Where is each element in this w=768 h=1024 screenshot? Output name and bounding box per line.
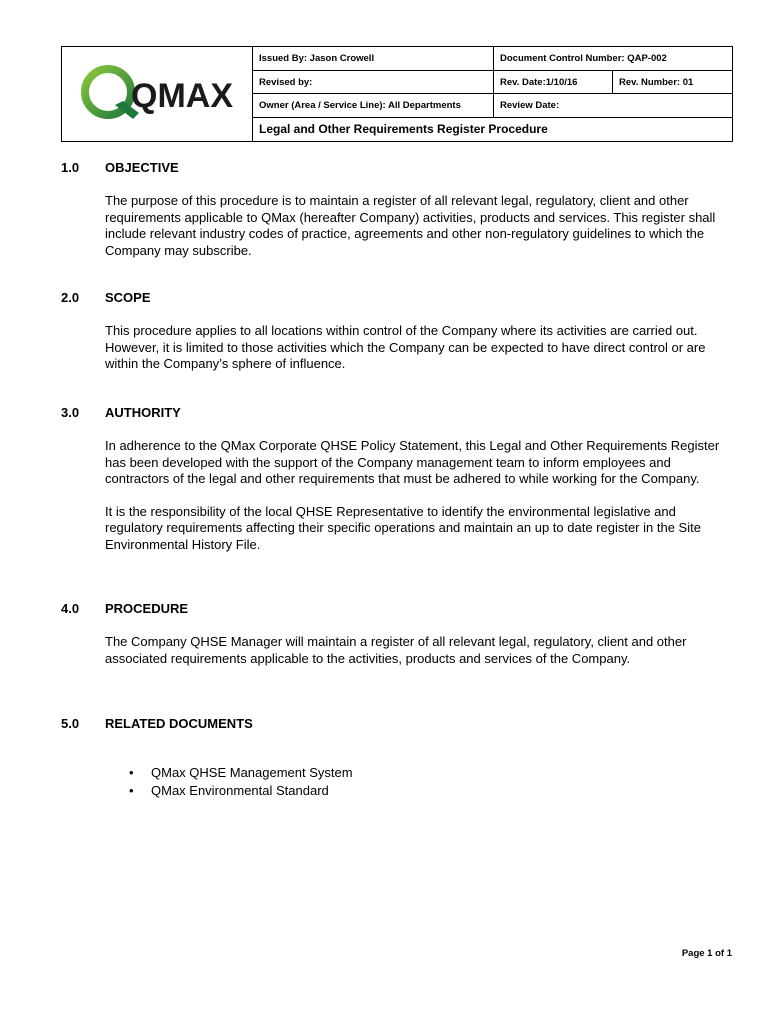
bullet-icon: • [129,782,134,798]
review-date: Review Date: [494,94,733,117]
section-scope [61,290,741,389]
bullet-icon: • [129,765,134,780]
list-item [105,764,741,782]
section-number: 3.0 [61,405,80,420]
section-authority [61,405,741,569]
section-paragraph: The Company QHSE Manager will maintain a register of all relevant legal, regulatory, client and other associated requirements applicable to the activities, products and services of the Company. [105,634,687,666]
list-item [105,782,741,800]
section-heading [61,601,741,616]
section-title: SCOPE [105,290,151,305]
list-item-text: QMax QHSE Management System [151,765,353,780]
logo-cell [62,47,253,142]
section-number: 1.0 [61,160,80,175]
section-heading [61,716,741,731]
related-documents-list [105,764,741,799]
owner: Owner (Area / Service Line): All Departments [253,94,494,117]
qmax-logo [75,61,240,125]
section-number: 5.0 [61,716,80,731]
section-objective [61,160,741,275]
section-title: RELATED DOCUMENTS [105,716,253,731]
section-title: AUTHORITY [105,405,181,420]
section-number: 4.0 [61,601,80,616]
revision-number: Rev. Number: 01 [613,71,733,94]
revised-by: Revised by: [253,71,494,94]
section-heading [61,405,741,420]
section-procedure [61,601,741,683]
page-number: Page 1 of 1 [681,948,732,959]
section-number: 2.0 [61,290,80,305]
list-item-text: QMax Environmental Standard [151,782,329,798]
document-control-number: Document Control Number: QAP-002 [494,47,733,71]
issued-by: Issued By: Jason Crowell [253,47,494,71]
document-header-table [61,46,733,142]
section-paragraph: It is the responsibility of the local QHSE Representative to identify the environmental legislative and regulatory requirements affecting their specific operations and maintain an up to date register in the Site Environmental History File. [105,503,701,552]
revision-date: Rev. Date:1/10/16 [494,71,613,94]
logo-wordmark: QMAX [130,76,233,115]
section-heading [61,160,741,175]
section-related-documents [61,716,741,799]
document-title: Legal and Other Requirements Register Procedure [253,117,733,141]
section-paragraph: This procedure applies to all locations within control of the Company where its activities are carried out. However, it is limited to those activities which the Company can be expected to have direct control or are within the Company’s sphere of influence. [105,323,706,371]
section-title: PROCEDURE [105,601,189,616]
section-paragraph: The purpose of this procedure is to maintain a register of all relevant legal, regulatory, client and other requirements applicable to QMax (hereafter Company) activities, products and services. This register shall include relevant industry codes of practice, agreements and other non-regulatory guidelines to which the Company may subscribe. [105,193,716,258]
section-paragraph: In adherence to the QMax Corporate QHSE Policy Statement, this Legal and Other Requirements Register has been developed with the support of the Company management team to inform employees and contractors of the legal and other requirements that must be adhered to while working for the Company. [105,438,720,486]
section-title: OBJECTIVE [105,160,179,175]
section-heading [61,290,741,305]
